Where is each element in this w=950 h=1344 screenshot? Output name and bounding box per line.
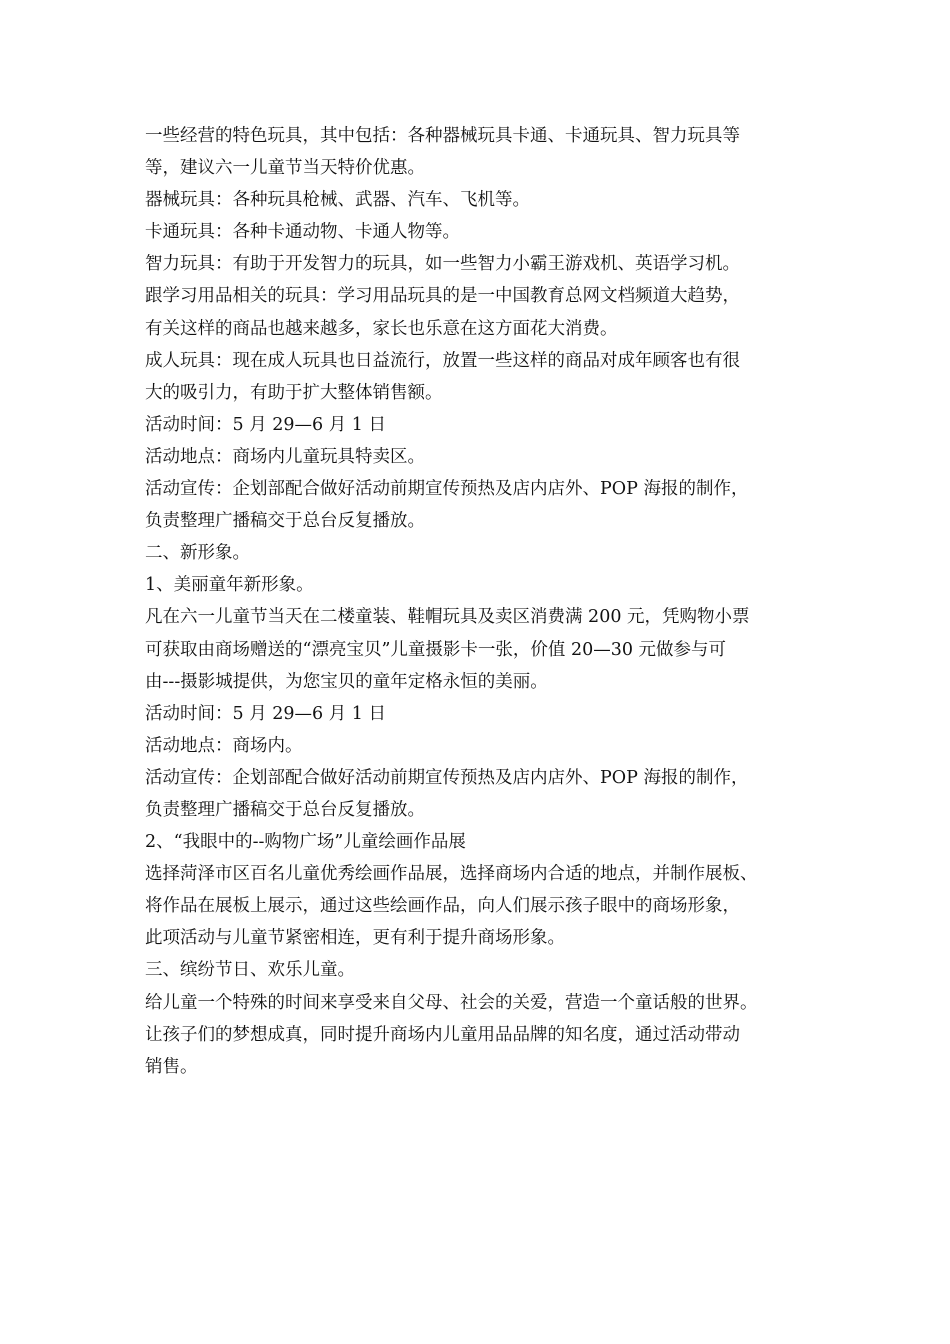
section-heading: 二、新形象。 [145, 543, 250, 564]
text-line: 将作品在展板上展示，通过这些绘画作品，向人们展示孩子眼中的商场形象， [145, 896, 740, 917]
document-body [145, 120, 825, 1083]
text-line: 器械玩具：各种玩具枪械、武器、汽车、飞机等。 [145, 190, 530, 211]
text-line: 等，建议六一儿童节当天特价优惠。 [145, 158, 425, 179]
section-heading: 三、缤纷节日、欢乐儿童。 [145, 960, 355, 981]
subsection-heading: 2、“我眼中的--购物广场”儿童绘画作品展 [145, 832, 466, 853]
text-line: 选择菏泽市区百名儿童优秀绘画作品展，选择商场内合适的地点，并制作展板、 [145, 864, 758, 885]
subsection-heading: 1、美丽童年新形象。 [145, 575, 314, 596]
text-line: 一些经营的特色玩具，其中包括：各种器械玩具卡通、卡通玩具、智力玩具等 [145, 126, 740, 146]
text-line: 活动地点：商场内。 [145, 735, 303, 756]
text-line: 活动时间：5 月 29—6 月 1 日 [145, 703, 386, 724]
text-line: 销售。 [145, 1056, 198, 1077]
text-line: 跟学习用品相关的玩具：学习用品玩具的是一中国教育总网文档频道大趋势， [145, 286, 740, 307]
text-line: 智力玩具：有助于开发智力的玩具，如一些智力小霸王游戏机、英语学习机。 [145, 254, 740, 275]
text-line: 卡通玩具：各种卡通动物、卡通人物等。 [145, 222, 460, 243]
text-line: 活动地点：商场内儿童玩具特卖区。 [145, 446, 425, 467]
text-line: 活动宣传：企划部配合做好活动前期宣传预热及店内店外、POP 海报的制作， [145, 767, 749, 788]
text-line: 大的吸引力，有助于扩大整体销售额。 [145, 382, 443, 403]
text-line: 负责整理广播稿交于总台反复播放。 [145, 799, 425, 820]
text-line: 成人玩具：现在成人玩具也日益流行，放置一些这样的商品对成年顾客也有很 [145, 350, 740, 371]
text-line: 此项活动与儿童节紧密相连，更有利于提升商场形象。 [145, 928, 565, 949]
text-line: 给儿童一个特殊的时间来享受来自父母、社会的关爱，营造一个童话般的世界。 [145, 992, 758, 1013]
text-line: 让孩子们的梦想成真，同时提升商场内儿童用品品牌的知名度，通过活动带动 [145, 1024, 740, 1045]
text-line: 负责整理广播稿交于总台反复播放。 [145, 511, 425, 532]
text-line: 活动时间：5 月 29—6 月 1 日 [145, 414, 386, 435]
text-line: 凡在六一儿童节当天在二楼童装、鞋帽玩具及卖区消费满 200 元，凭购物小票 [145, 607, 750, 628]
text-line: 有关这样的商品也越来越多，家长也乐意在这方面花大消费。 [145, 318, 618, 339]
text-line: 由---摄影城提供，为您宝贝的童年定格永恒的美丽。 [145, 671, 548, 692]
text-line: 活动宣传：企划部配合做好活动前期宣传预热及店内店外、POP 海报的制作， [145, 479, 749, 500]
text-line: 可获取由商场赠送的“漂亮宝贝”儿童摄影卡一张，价值 20—30 元做参与可 [145, 639, 727, 660]
